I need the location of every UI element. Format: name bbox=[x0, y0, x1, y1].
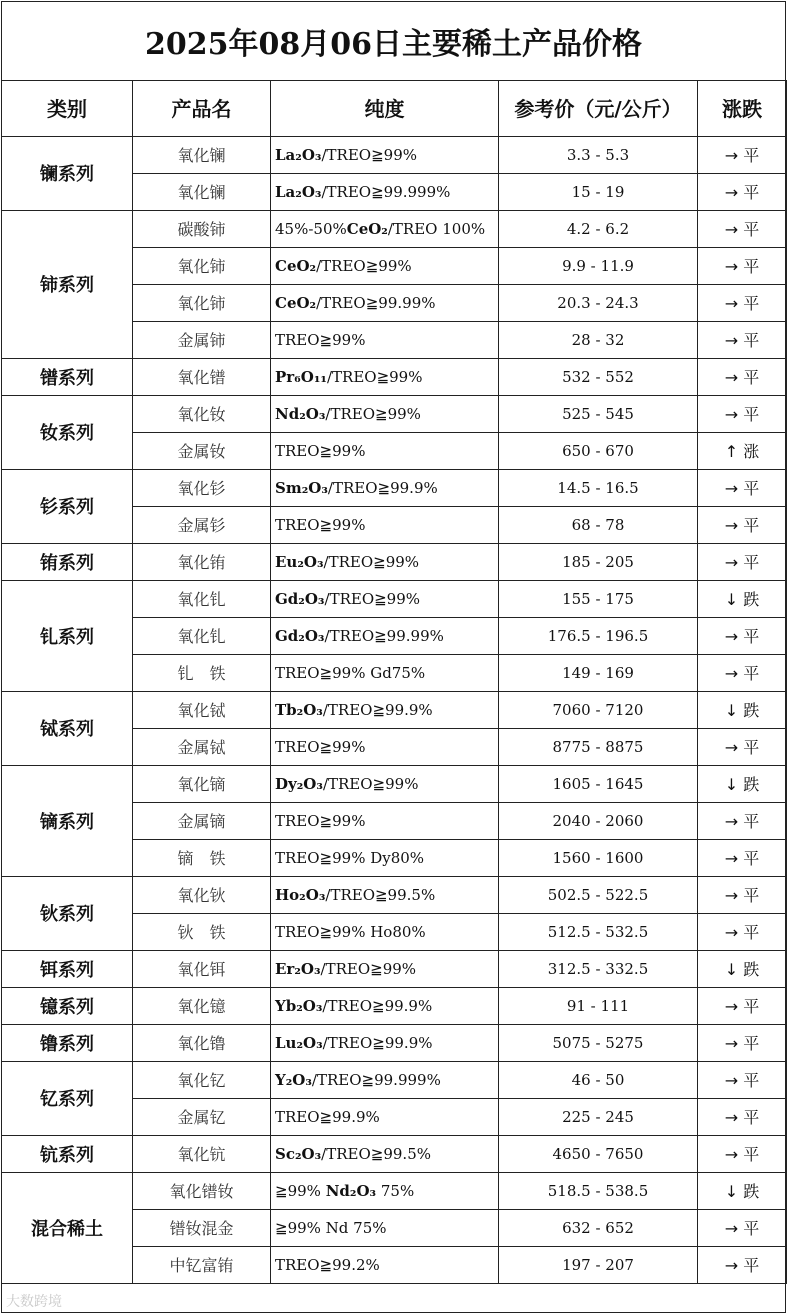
product-cell: 金属钕 bbox=[133, 432, 271, 469]
product-cell: 氧化铕 bbox=[133, 543, 271, 580]
purity-text: /TREO≧99% bbox=[324, 589, 421, 608]
product-cell: 氧化铈 bbox=[133, 247, 271, 284]
header-purity: 纯度 bbox=[271, 80, 499, 136]
product-cell: 氧化钆 bbox=[133, 617, 271, 654]
category-cell: 镥系列 bbox=[2, 1024, 133, 1061]
price-cell: 502.5 - 522.5 bbox=[499, 876, 698, 913]
category-cell: 铽系列 bbox=[2, 691, 133, 765]
category-cell: 钕系列 bbox=[2, 395, 133, 469]
formula-text: CeO₂ bbox=[346, 219, 388, 238]
trend-cell: → 平 bbox=[698, 506, 787, 543]
formula-text: Yb₂O₃ bbox=[275, 996, 323, 1015]
purity-cell bbox=[271, 1061, 499, 1098]
formula-text: Gd₂O₃ bbox=[275, 589, 325, 608]
category-cell: 钆系列 bbox=[2, 580, 133, 691]
header-price: 参考价（元/公斤） bbox=[499, 80, 698, 136]
purity-cell bbox=[271, 210, 499, 247]
category-cell: 钪系列 bbox=[2, 1135, 133, 1172]
trend-cell: → 平 bbox=[698, 913, 787, 950]
price-cell: 3.3 - 5.3 bbox=[499, 136, 698, 173]
header-category: 类别 bbox=[2, 80, 133, 136]
trend-cell: → 平 bbox=[698, 210, 787, 247]
purity-text: TREO≧99% Ho80% bbox=[275, 922, 426, 941]
trend-cell: → 平 bbox=[698, 136, 787, 173]
trend-cell: ↓ 跌 bbox=[698, 691, 787, 728]
trend-cell: → 平 bbox=[698, 1209, 787, 1246]
formula-text: La₂O₃ bbox=[275, 182, 322, 201]
table-row bbox=[2, 691, 787, 728]
product-cell: 钆 铁 bbox=[133, 654, 271, 691]
category-cell: 镱系列 bbox=[2, 987, 133, 1024]
price-cell: 5075 - 5275 bbox=[499, 1024, 698, 1061]
product-cell: 氧化镨 bbox=[133, 358, 271, 395]
category-cell: 钬系列 bbox=[2, 876, 133, 950]
table-row bbox=[2, 543, 787, 580]
formula-text: Nd₂O₃ bbox=[275, 404, 326, 423]
purity-text: /TREO≧99% bbox=[320, 959, 417, 978]
purity-cell bbox=[271, 1172, 499, 1209]
price-cell: 4.2 - 6.2 bbox=[499, 210, 698, 247]
formula-text: Gd₂O₃ bbox=[275, 626, 325, 645]
formula-text: Sc₂O₃ bbox=[275, 1144, 322, 1163]
purity-text: /TREO≧99.9% bbox=[322, 700, 433, 719]
purity-cell bbox=[271, 987, 499, 1024]
category-cell: 镨系列 bbox=[2, 358, 133, 395]
price-cell: 8775 - 8875 bbox=[499, 728, 698, 765]
product-cell: 氧化钆 bbox=[133, 580, 271, 617]
purity-text: TREO≧99.9% bbox=[275, 1107, 380, 1126]
purity-text: TREO≧99% Dy80% bbox=[275, 848, 425, 867]
trend-cell: → 平 bbox=[698, 876, 787, 913]
product-cell: 镨钕混金 bbox=[133, 1209, 271, 1246]
trend-cell: ↓ 跌 bbox=[698, 765, 787, 802]
table-row bbox=[2, 987, 787, 1024]
purity-cell bbox=[271, 580, 499, 617]
table-row bbox=[2, 950, 787, 987]
price-cell: 518.5 - 538.5 bbox=[499, 1172, 698, 1209]
formula-text: Ho₂O₃ bbox=[275, 885, 326, 904]
watermark-text: 大数跨境 bbox=[6, 1294, 62, 1310]
product-cell: 氧化铒 bbox=[133, 950, 271, 987]
trend-cell: → 平 bbox=[698, 802, 787, 839]
trend-cell: → 平 bbox=[698, 1024, 787, 1061]
product-cell: 氧化钬 bbox=[133, 876, 271, 913]
category-cell: 铒系列 bbox=[2, 950, 133, 987]
trend-cell: → 平 bbox=[698, 395, 787, 432]
table-row bbox=[2, 210, 787, 247]
table-row bbox=[2, 580, 787, 617]
trend-cell: → 平 bbox=[698, 654, 787, 691]
purity-text: TREO≧99% bbox=[275, 515, 366, 534]
price-cell: 7060 - 7120 bbox=[499, 691, 698, 728]
product-cell: 氧化镥 bbox=[133, 1024, 271, 1061]
purity-text: /TREO≧99% bbox=[321, 145, 417, 164]
product-cell: 中钇富铕 bbox=[133, 1246, 271, 1283]
table-row bbox=[2, 469, 787, 506]
product-cell: 钬 铁 bbox=[133, 913, 271, 950]
purity-text: TREO≧99% Gd75% bbox=[275, 663, 426, 682]
purity-cell bbox=[271, 469, 499, 506]
price-cell: 1605 - 1645 bbox=[499, 765, 698, 802]
header-product: 产品名 bbox=[133, 80, 271, 136]
purity-cell bbox=[271, 432, 499, 469]
price-cell: 525 - 545 bbox=[499, 395, 698, 432]
formula-text: La₂O₃ bbox=[275, 145, 322, 164]
purity-cell bbox=[271, 173, 499, 210]
formula-text: Dy₂O₃ bbox=[275, 774, 323, 793]
table-row bbox=[2, 765, 787, 802]
product-cell: 金属铈 bbox=[133, 321, 271, 358]
purity-cell bbox=[271, 247, 499, 284]
product-cell: 氧化铈 bbox=[133, 284, 271, 321]
product-cell: 碳酸铈 bbox=[133, 210, 271, 247]
category-cell: 钇系列 bbox=[2, 1061, 133, 1135]
trend-cell: → 平 bbox=[698, 321, 787, 358]
trend-cell: → 平 bbox=[698, 1246, 787, 1283]
category-cell: 铈系列 bbox=[2, 210, 133, 358]
purity-text: /TREO≧99% bbox=[323, 552, 420, 571]
purity-text: 75% bbox=[376, 1181, 415, 1200]
product-cell: 氧化镧 bbox=[133, 136, 271, 173]
price-cell: 20.3 - 24.3 bbox=[499, 284, 698, 321]
price-cell: 312.5 - 332.5 bbox=[499, 950, 698, 987]
purity-text: /TREO≧99% bbox=[325, 404, 421, 423]
price-cell: 46 - 50 bbox=[499, 1061, 698, 1098]
trend-cell: → 平 bbox=[698, 1135, 787, 1172]
product-cell: 氧化铽 bbox=[133, 691, 271, 728]
price-cell: 197 - 207 bbox=[499, 1246, 698, 1283]
formula-text: Y₂O₃ bbox=[275, 1070, 312, 1089]
table-body bbox=[2, 136, 787, 1283]
trend-cell: → 平 bbox=[698, 839, 787, 876]
trend-cell: ↓ 跌 bbox=[698, 950, 787, 987]
purity-cell bbox=[271, 802, 499, 839]
product-cell: 镝 铁 bbox=[133, 839, 271, 876]
trend-cell: → 平 bbox=[698, 173, 787, 210]
trend-cell: → 平 bbox=[698, 469, 787, 506]
purity-text: TREO≧99% bbox=[275, 811, 366, 830]
trend-cell: → 平 bbox=[698, 1098, 787, 1135]
purity-cell bbox=[271, 1024, 499, 1061]
price-cell: 2040 - 2060 bbox=[499, 802, 698, 839]
category-cell: 钐系列 bbox=[2, 469, 133, 543]
formula-text: Er₂O₃ bbox=[275, 959, 321, 978]
purity-text: TREO≧99% bbox=[275, 737, 366, 756]
trend-cell: → 平 bbox=[698, 358, 787, 395]
trend-cell: → 平 bbox=[698, 1061, 787, 1098]
purity-cell bbox=[271, 284, 499, 321]
purity-cell bbox=[271, 728, 499, 765]
formula-text: Sm₂O₃ bbox=[275, 478, 328, 497]
formula-text: CeO₂ bbox=[275, 293, 317, 312]
price-cell: 28 - 32 bbox=[499, 321, 698, 358]
purity-text: /TREO≧99.99% bbox=[316, 293, 436, 312]
trend-cell: → 平 bbox=[698, 284, 787, 321]
trend-cell: ↓ 跌 bbox=[698, 1172, 787, 1209]
purity-cell bbox=[271, 839, 499, 876]
purity-prefix: ≧99% bbox=[275, 1181, 326, 1200]
price-cell: 9.9 - 11.9 bbox=[499, 247, 698, 284]
page-title: 2025年08月06日主要稀土产品价格 bbox=[1, 1, 786, 81]
table-row bbox=[2, 1172, 787, 1209]
price-cell: 149 - 169 bbox=[499, 654, 698, 691]
formula-text: Lu₂O₃ bbox=[275, 1033, 323, 1052]
purity-text: /TREO≧99.5% bbox=[325, 885, 436, 904]
formula-text: Eu₂O₃ bbox=[275, 552, 324, 571]
price-cell: 4650 - 7650 bbox=[499, 1135, 698, 1172]
table-row bbox=[2, 136, 787, 173]
purity-cell bbox=[271, 876, 499, 913]
purity-cell bbox=[271, 358, 499, 395]
purity-prefix: 45%-50% bbox=[275, 219, 347, 238]
purity-text: /TREO 100% bbox=[387, 219, 486, 238]
purity-cell bbox=[271, 765, 499, 802]
product-cell: 氧化镱 bbox=[133, 987, 271, 1024]
category-cell: 混合稀土 bbox=[2, 1172, 133, 1283]
product-cell: 金属钐 bbox=[133, 506, 271, 543]
purity-cell bbox=[271, 691, 499, 728]
header-row bbox=[2, 80, 787, 136]
purity-text: ≧99% Nd 75% bbox=[275, 1218, 387, 1237]
product-cell: 氧化钪 bbox=[133, 1135, 271, 1172]
table-row bbox=[2, 1061, 787, 1098]
price-cell: 632 - 652 bbox=[499, 1209, 698, 1246]
product-cell: 氧化镝 bbox=[133, 765, 271, 802]
price-cell: 68 - 78 bbox=[499, 506, 698, 543]
purity-text: /TREO≧99% bbox=[322, 774, 419, 793]
purity-text: TREO≧99% bbox=[275, 330, 366, 349]
formula-text: Nd₂O₃ bbox=[325, 1181, 377, 1200]
purity-text: /TREO≧99.999% bbox=[321, 182, 451, 201]
product-cell: 金属镝 bbox=[133, 802, 271, 839]
price-cell: 225 - 245 bbox=[499, 1098, 698, 1135]
trend-cell: → 平 bbox=[698, 728, 787, 765]
purity-cell bbox=[271, 1209, 499, 1246]
price-cell: 650 - 670 bbox=[499, 432, 698, 469]
product-cell: 氧化镨钕 bbox=[133, 1172, 271, 1209]
header-trend: 涨跌 bbox=[698, 80, 787, 136]
purity-text: /TREO≧99.5% bbox=[321, 1144, 431, 1163]
formula-text: Pr₆O₁₁ bbox=[275, 367, 327, 386]
purity-cell bbox=[271, 506, 499, 543]
purity-cell bbox=[271, 1135, 499, 1172]
price-cell: 1560 - 1600 bbox=[499, 839, 698, 876]
purity-cell bbox=[271, 654, 499, 691]
purity-cell bbox=[271, 913, 499, 950]
price-cell: 176.5 - 196.5 bbox=[499, 617, 698, 654]
price-table bbox=[1, 80, 787, 1284]
purity-text: /TREO≧99.9% bbox=[322, 996, 433, 1015]
product-cell: 氧化钐 bbox=[133, 469, 271, 506]
purity-cell bbox=[271, 395, 499, 432]
table-row bbox=[2, 876, 787, 913]
product-cell: 氧化镧 bbox=[133, 173, 271, 210]
purity-text: TREO≧99.2% bbox=[275, 1255, 380, 1274]
table-row bbox=[2, 1135, 787, 1172]
purity-cell bbox=[271, 617, 499, 654]
product-cell: 氧化钕 bbox=[133, 395, 271, 432]
purity-cell bbox=[271, 321, 499, 358]
trend-cell: ↑ 涨 bbox=[698, 432, 787, 469]
purity-cell bbox=[271, 136, 499, 173]
product-cell: 金属钇 bbox=[133, 1098, 271, 1135]
table-row bbox=[2, 358, 787, 395]
trend-cell: → 平 bbox=[698, 617, 787, 654]
table-row bbox=[2, 395, 787, 432]
price-cell: 185 - 205 bbox=[499, 543, 698, 580]
trend-cell: → 平 bbox=[698, 987, 787, 1024]
purity-cell bbox=[271, 950, 499, 987]
category-cell: 铕系列 bbox=[2, 543, 133, 580]
trend-cell: ↓ 跌 bbox=[698, 580, 787, 617]
formula-text: CeO₂ bbox=[275, 256, 317, 275]
trend-cell: → 平 bbox=[698, 543, 787, 580]
product-cell: 氧化钇 bbox=[133, 1061, 271, 1098]
purity-cell bbox=[271, 543, 499, 580]
purity-text: /TREO≧99.9% bbox=[322, 1033, 433, 1052]
price-cell: 14.5 - 16.5 bbox=[499, 469, 698, 506]
purity-text: /TREO≧99.99% bbox=[324, 626, 444, 645]
price-cell: 532 - 552 bbox=[499, 358, 698, 395]
category-cell: 镝系列 bbox=[2, 765, 133, 876]
category-cell: 镧系列 bbox=[2, 136, 133, 210]
trend-cell: → 平 bbox=[698, 247, 787, 284]
purity-text: /TREO≧99% bbox=[316, 256, 412, 275]
purity-cell bbox=[271, 1246, 499, 1283]
price-cell: 155 - 175 bbox=[499, 580, 698, 617]
price-cell: 15 - 19 bbox=[499, 173, 698, 210]
table-row bbox=[2, 1024, 787, 1061]
price-cell: 512.5 - 532.5 bbox=[499, 913, 698, 950]
purity-text: /TREO≧99.9% bbox=[327, 478, 438, 497]
purity-text: /TREO≧99% bbox=[326, 367, 423, 386]
purity-text: /TREO≧99.999% bbox=[311, 1070, 441, 1089]
formula-text: Tb₂O₃ bbox=[275, 700, 323, 719]
purity-cell bbox=[271, 1098, 499, 1135]
purity-text: TREO≧99% bbox=[275, 441, 366, 460]
price-cell: 91 - 111 bbox=[499, 987, 698, 1024]
product-cell: 金属铽 bbox=[133, 728, 271, 765]
